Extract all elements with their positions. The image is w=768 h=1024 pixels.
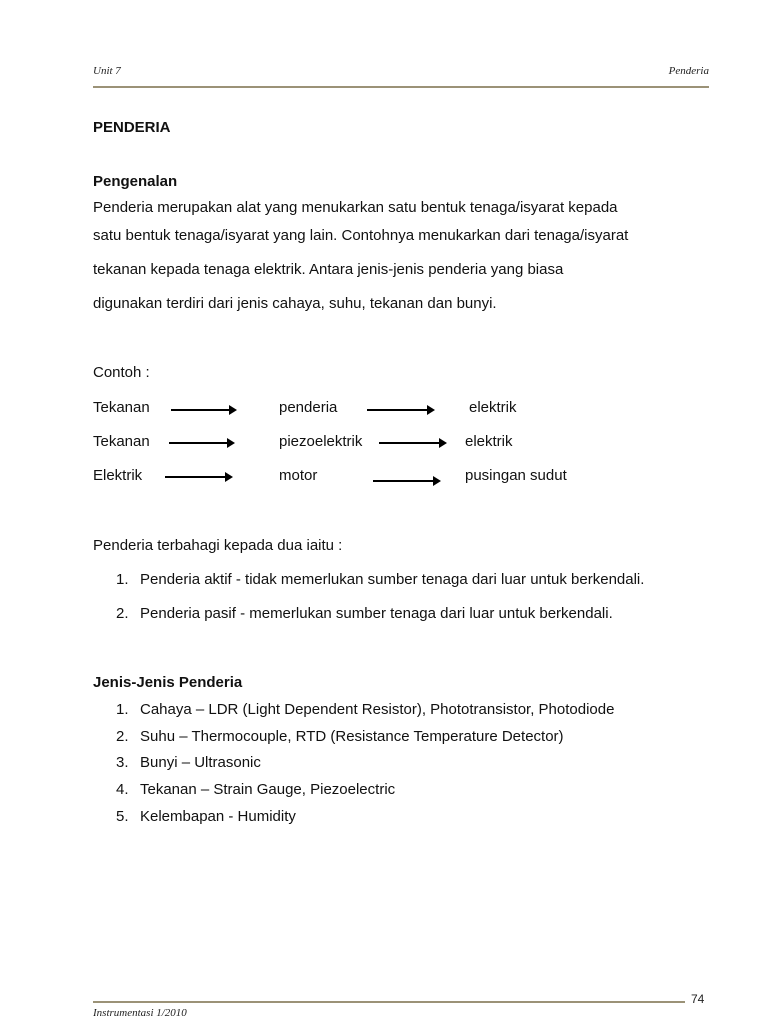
example-device: penderia <box>279 399 338 416</box>
page-title: PENDERIA <box>93 119 171 136</box>
intro-line: satu bentuk tenaga/isyarat yang lain. Contohnya menukarkan dari tenaga/isyarat <box>93 227 629 244</box>
example-output: pusingan sudut <box>465 467 567 484</box>
intro-line: digunakan terdiri dari jenis cahaya, suhu, tekanan dan bunyi. <box>93 295 497 312</box>
arrow-right-icon <box>373 480 439 482</box>
examples-label: Contoh : <box>93 364 150 381</box>
example-input: Elektrik <box>93 467 143 484</box>
list-item: Kelembapan - Humidity <box>140 808 296 825</box>
list-item: Cahaya – LDR (Light Dependent Resistor), Phototransistor, Photodiode <box>140 701 615 718</box>
footer-rule <box>93 1001 685 1003</box>
list-number: 1. <box>116 571 129 588</box>
intro-line: Penderia merupakan alat yang menukarkan satu bentuk tenaga/isyarat kepada <box>93 199 618 216</box>
list-number: 3. <box>116 754 129 771</box>
arrow-right-icon <box>367 409 433 411</box>
list-item: Penderia aktif - tidak memerlukan sumber tenaga dari luar untuk berkendali. <box>140 571 645 588</box>
intro-line: tekanan kepada tenaga elektrik. Antara jenis-jenis penderia yang biasa <box>93 261 564 278</box>
arrow-right-icon <box>379 442 445 444</box>
list-number: 5. <box>116 808 129 825</box>
list-number: 2. <box>116 728 129 745</box>
list-item: Tekanan – Strain Gauge, Piezoelectric <box>140 781 396 798</box>
header-unit: Unit 7 <box>93 65 121 77</box>
intro-heading: Pengenalan <box>93 173 178 190</box>
example-output: elektrik <box>465 433 513 450</box>
example-output: elektrik <box>469 399 517 416</box>
list-number: 1. <box>116 701 129 718</box>
types-heading: Jenis-Jenis Penderia <box>93 674 243 691</box>
header-rule <box>93 86 709 88</box>
arrow-right-icon <box>171 409 235 411</box>
page-number: 74 <box>691 992 705 1006</box>
classification-intro: Penderia terbahagi kepada dua iaitu : <box>93 537 343 554</box>
list-number: 4. <box>116 781 129 798</box>
list-item: Bunyi – Ultrasonic <box>140 754 261 771</box>
example-device: piezoelektrik <box>279 433 363 450</box>
header-topic: Penderia <box>668 65 709 77</box>
example-input: Tekanan <box>93 399 150 416</box>
example-input: Tekanan <box>93 433 150 450</box>
list-item: Suhu – Thermocouple, RTD (Resistance Temperature Detector) <box>140 728 564 745</box>
arrow-right-icon <box>165 476 231 478</box>
example-device: motor <box>279 467 318 484</box>
arrow-right-icon <box>169 442 233 444</box>
list-number: 2. <box>116 605 129 622</box>
footer-text: Instrumentasi 1/2010 <box>93 1007 187 1019</box>
list-item: Penderia pasif - memerlukan sumber tenaga dari luar untuk berkendali. <box>140 605 613 622</box>
